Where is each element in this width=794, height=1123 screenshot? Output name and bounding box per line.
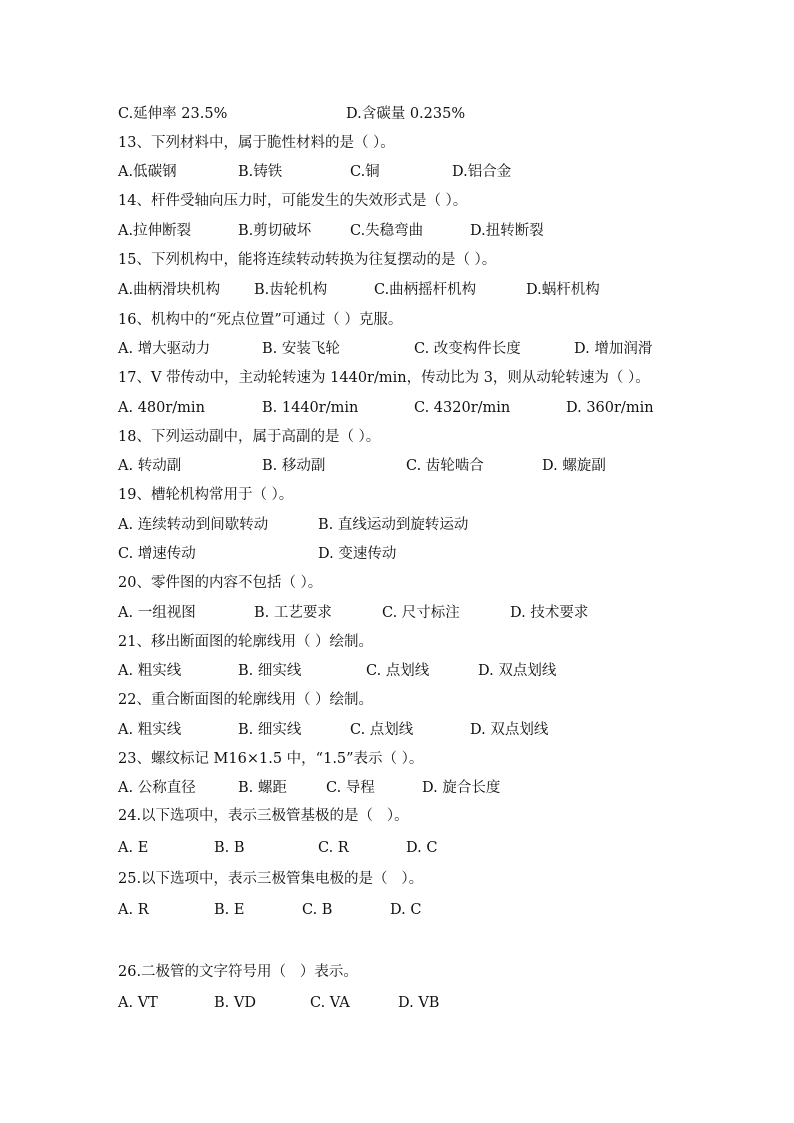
answer-option: C. 点划线: [366, 663, 430, 679]
answer-option: A. 粗实线: [118, 663, 182, 679]
answer-options-row: [118, 398, 738, 418]
question-text: 21、移出断面图的轮廓线用（ ）绘制。: [118, 634, 374, 650]
question-text: 19、槽轮机构常用于（ ）。: [118, 487, 294, 503]
answer-option: B.齿轮机构: [254, 282, 328, 298]
answer-option: B. 安装飞轮: [262, 341, 340, 357]
question-text: 18、下列运动副中，属于高副的是（ ）。: [118, 429, 381, 445]
answer-option: C. B: [302, 902, 333, 918]
answer-option: D. 技术要求: [510, 605, 589, 621]
answer-option: D. 旋合长度: [422, 780, 501, 796]
answer-option: B. 细实线: [238, 722, 302, 738]
answer-option: D.蜗杆机构: [526, 282, 600, 298]
question-text: 25.以下选项中，表示三极管集电极的是（ ）。: [118, 871, 424, 887]
answer-option: B. 移动副: [262, 458, 326, 474]
answer-option: C.铜: [350, 164, 380, 180]
answer-option: B.剪切破坏: [238, 223, 312, 239]
question-text: 13、下列材料中，属于脆性材料的是（ ）。: [118, 135, 395, 151]
answer-option: B. 1440r/min: [262, 400, 359, 416]
answer-option: A. 480r/min: [118, 400, 205, 416]
answer-option: C. 齿轮啮合: [406, 458, 484, 474]
answer-option: B. 螺距: [238, 780, 287, 796]
answer-option: D. 双点划线: [478, 663, 557, 679]
question-text: 16、机构中的“死点位置”可通过（ ）克服。: [118, 312, 403, 328]
answer-option: C. 增速传动: [118, 546, 196, 562]
question-text: 20、零件图的内容不包括（ ）。: [118, 575, 323, 591]
answer-option: B. 工艺要求: [254, 605, 332, 621]
answer-option: C. 改变构件长度: [414, 341, 521, 357]
answer-option: C. 尺寸标注: [382, 605, 460, 621]
answer-option: D. VB: [398, 995, 440, 1011]
answer-option: B. VD: [214, 995, 256, 1011]
question-text: 22、重合断面图的轮廓线用（ ）绘制。: [118, 692, 374, 708]
answer-option: D. 增加润滑: [574, 341, 653, 357]
answer-option: D. C: [406, 840, 438, 856]
answer-options-row: [118, 456, 738, 476]
answer-options-row: [118, 661, 738, 681]
answer-option: C.失稳弯曲: [350, 223, 424, 239]
question-text: 24.以下选项中，表示三极管基极的是（ ）。: [118, 808, 409, 824]
answer-options-row: [118, 900, 738, 920]
answer-options-row: [118, 778, 738, 798]
answer-option: D.扭转断裂: [470, 223, 544, 239]
answer-option: D. 变速传动: [318, 546, 397, 562]
answer-option: A. 增大驱动力: [118, 341, 211, 357]
answer-option: D. C: [390, 902, 422, 918]
answer-option: C. 4320r/min: [414, 400, 511, 416]
answer-options-row: [118, 162, 738, 182]
answer-option: B. B: [214, 840, 245, 856]
answer-options-row: [118, 838, 738, 858]
question-text: 17、V 带传动中，主动轮转速为 1440r/min，传动比为 3，则从动轮转速为（ ）。: [118, 370, 650, 386]
question-text: 23、螺纹标记 M16×1.5 中，“1.5”表示（ ）。: [118, 751, 424, 767]
question-text: 26.二极管的文字符号用（ ）表示。: [118, 964, 358, 980]
question-text: 15、下列机构中，能将连续转动转换为往复摆动的是（ ）。: [118, 252, 497, 268]
answer-option: A. VT: [118, 995, 158, 1011]
answer-option: B. E: [214, 902, 245, 918]
answer-option: C.延伸率 23.5%: [118, 106, 228, 122]
answer-option: A. 粗实线: [118, 722, 182, 738]
answer-options-row: [118, 515, 738, 535]
answer-option: D. 双点划线: [470, 722, 549, 738]
answer-option: A. 公称直径: [118, 780, 196, 796]
answer-options-row: [118, 720, 738, 740]
question-text: 14、杆件受轴向压力时，可能发生的失效形式是（ ）。: [118, 193, 468, 209]
answer-option: D. 360r/min: [566, 400, 654, 416]
answer-option: A.拉伸断裂: [118, 223, 192, 239]
answer-option: B.铸铁: [238, 164, 283, 180]
answer-option: C.曲柄摇杆机构: [374, 282, 477, 298]
answer-option: C. R: [318, 840, 349, 856]
answer-options-row: [118, 221, 738, 241]
answer-options-row: [118, 280, 738, 300]
answer-option: D. 螺旋副: [542, 458, 606, 474]
answer-options-row: [118, 603, 738, 623]
answer-option: A.曲柄滑块机构: [118, 282, 221, 298]
answer-option: A. 连续转动到间歇转动: [118, 517, 269, 533]
answer-options-row: [118, 339, 738, 359]
answer-options-row: [118, 104, 738, 124]
answer-options-row: [118, 993, 738, 1013]
answer-options-row: [118, 544, 738, 564]
answer-option: B. 直线运动到旋转运动: [318, 517, 469, 533]
answer-option: A.低碳钢: [118, 164, 177, 180]
answer-option: D.铝合金: [452, 164, 512, 180]
answer-option: C. 点划线: [350, 722, 414, 738]
answer-option: A. 一组视图: [118, 605, 196, 621]
answer-option: A. E: [118, 840, 149, 856]
answer-option: B. 细实线: [238, 663, 302, 679]
answer-option: A. R: [118, 902, 149, 918]
answer-option: C. VA: [310, 995, 350, 1011]
answer-option: D.含碳量 0.235%: [346, 106, 466, 122]
answer-option: A. 转动副: [118, 458, 182, 474]
answer-option: C. 导程: [326, 780, 375, 796]
